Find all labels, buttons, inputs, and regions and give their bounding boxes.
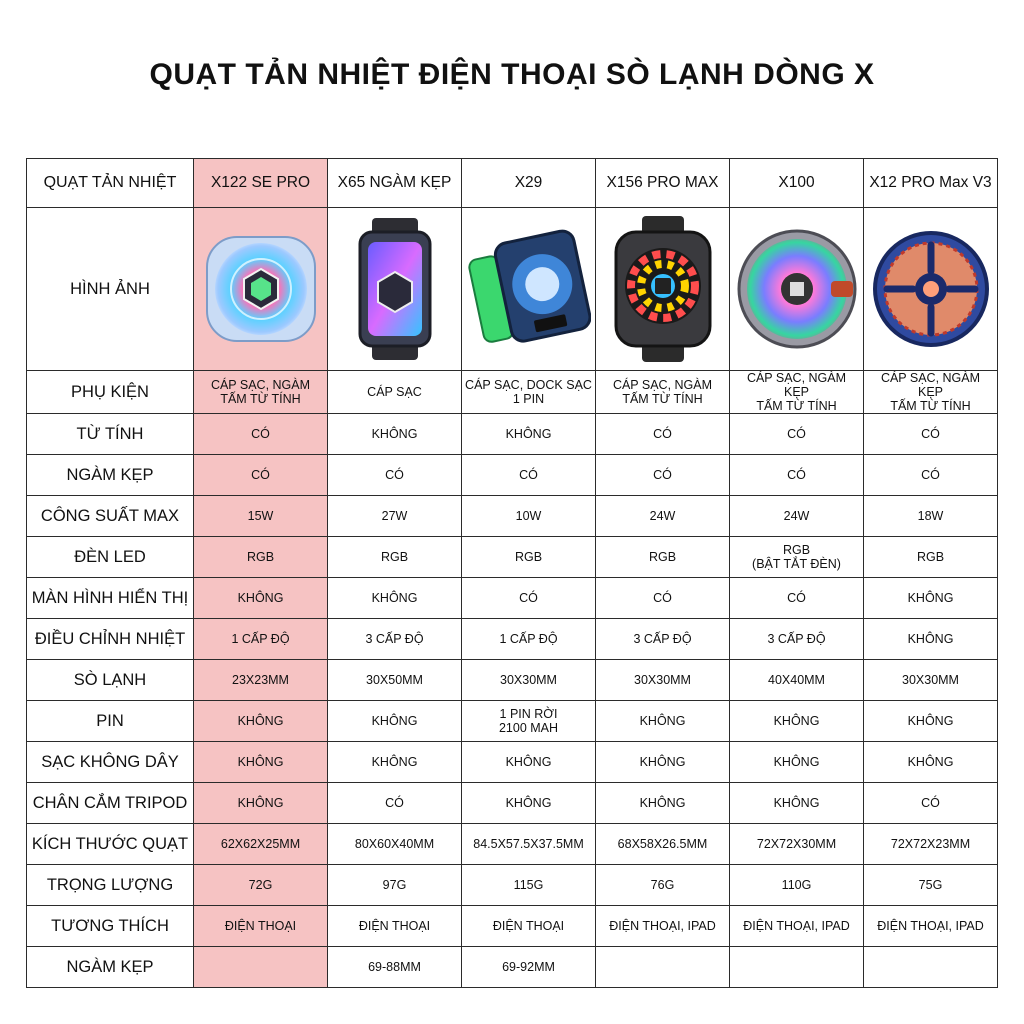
product-image-x12	[864, 208, 998, 371]
spec-cell: 110G	[730, 865, 864, 906]
spec-cell	[596, 947, 730, 988]
spec-cell: RGB	[328, 537, 462, 578]
spec-cell: CÁP SẠC, NGÀM KẸP TẤM TỪ TÍNH	[864, 371, 998, 414]
spec-row-label: KÍCH THƯỚC QUẠT	[27, 824, 194, 865]
fan-image-x29	[467, 229, 591, 349]
spec-row-label: TRỌNG LƯỢNG	[27, 865, 194, 906]
spec-cell: RGB	[462, 537, 596, 578]
spec-cell: KHÔNG	[194, 578, 328, 619]
spec-cell: KHÔNG	[864, 701, 998, 742]
spec-cell: 40X40MM	[730, 660, 864, 701]
image-row-label: HÌNH ẢNH	[27, 208, 194, 371]
spec-cell: CÓ	[730, 578, 864, 619]
spec-row	[27, 865, 998, 906]
spec-cell: 1 PIN RỜI 2100 MAH	[462, 701, 596, 742]
spec-row-label: MÀN HÌNH HIỂN THỊ	[27, 578, 194, 619]
spec-cell: KHÔNG	[864, 619, 998, 660]
spec-cell: 3 CẤP ĐỘ	[596, 619, 730, 660]
spec-cell: ĐIỆN THOẠI, IPAD	[864, 906, 998, 947]
spec-cell: 24W	[596, 496, 730, 537]
spec-cell	[730, 947, 864, 988]
fan-image-x12	[869, 227, 993, 351]
spec-cell: 68X58X26.5MM	[596, 824, 730, 865]
product-image-x100	[730, 208, 864, 371]
table-header-row	[27, 159, 998, 208]
spec-cell: ĐIỆN THOẠI	[462, 906, 596, 947]
spec-row	[27, 783, 998, 824]
spec-cell: 30X30MM	[864, 660, 998, 701]
spec-cell: KHÔNG	[328, 414, 462, 455]
spec-cell: 97G	[328, 865, 462, 906]
spec-cell: 3 CẤP ĐỘ	[328, 619, 462, 660]
spec-cell: KHÔNG	[194, 742, 328, 783]
spec-cell: ĐIỆN THOẠI, IPAD	[730, 906, 864, 947]
header-product-x12: X12 PRO Max V3	[864, 159, 998, 208]
spec-row	[27, 947, 998, 988]
spec-cell: CÓ	[462, 455, 596, 496]
spec-cell: 10W	[462, 496, 596, 537]
header-label: QUẠT TẢN NHIỆT	[27, 159, 194, 208]
spec-row-label: ĐÈN LED	[27, 537, 194, 578]
page-title: QUẠT TẢN NHIỆT ĐIỆN THOẠI SÒ LẠNH DÒNG X	[149, 58, 875, 91]
spec-cell: KHÔNG	[864, 742, 998, 783]
spec-row-label: NGÀM KẸP	[27, 947, 194, 988]
spec-cell: CÁP SẠC, NGÀM TẤM TỪ TÍNH	[596, 371, 730, 414]
spec-cell: 3 CẤP ĐỘ	[730, 619, 864, 660]
spec-cell: CÓ	[328, 455, 462, 496]
spec-cell: ĐIỆN THOẠI	[194, 906, 328, 947]
spec-row	[27, 496, 998, 537]
spec-cell: 69-88MM	[328, 947, 462, 988]
spec-cell: KHÔNG	[328, 742, 462, 783]
spec-cell: 75G	[864, 865, 998, 906]
spec-cell: 1 CẤP ĐỘ	[462, 619, 596, 660]
spec-cell: 80X60X40MM	[328, 824, 462, 865]
spec-cell: KHÔNG	[596, 742, 730, 783]
spec-cell: CÓ	[596, 578, 730, 619]
spec-cell: 30X30MM	[596, 660, 730, 701]
spec-cell: CÓ	[462, 578, 596, 619]
fan-image-x122	[197, 225, 325, 353]
spec-cell: CÓ	[730, 455, 864, 496]
spec-cell: RGB	[596, 537, 730, 578]
spec-cell: 23X23MM	[194, 660, 328, 701]
spec-cell: KHÔNG	[462, 742, 596, 783]
spec-row	[27, 455, 998, 496]
spec-cell: CÓ	[194, 414, 328, 455]
header-product-x65: X65 NGÀM KẸP	[328, 159, 462, 208]
spec-row	[27, 742, 998, 783]
spec-cell: CÓ	[596, 414, 730, 455]
spec-row	[27, 660, 998, 701]
spec-cell: ĐIỆN THOẠI, IPAD	[596, 906, 730, 947]
spec-cell: ĐIỆN THOẠI	[328, 906, 462, 947]
spec-cell: 18W	[864, 496, 998, 537]
spec-cell: KHÔNG	[596, 701, 730, 742]
spec-cell: 69-92MM	[462, 947, 596, 988]
spec-row	[27, 824, 998, 865]
spec-row	[27, 371, 998, 414]
spec-cell: 24W	[730, 496, 864, 537]
header-product-x100: X100	[730, 159, 864, 208]
spec-row-label: SẠC KHÔNG DÂY	[27, 742, 194, 783]
spec-cell: 30X30MM	[462, 660, 596, 701]
spec-cell: CÁP SẠC, NGÀM TẤM TỪ TÍNH	[194, 371, 328, 414]
spec-row-label: CHÂN CẮM TRIPOD	[27, 783, 194, 824]
spec-cell: KHÔNG	[730, 701, 864, 742]
spec-cell: RGB (BẬT TẮT ĐÈN)	[730, 537, 864, 578]
spec-cell: KHÔNG	[194, 701, 328, 742]
fan-image-x65	[340, 214, 450, 364]
spec-cell	[194, 947, 328, 988]
spec-cell: CÁP SẠC, NGÀM KẸP TẤM TỪ TÍNH	[730, 371, 864, 414]
spec-cell: 30X50MM	[328, 660, 462, 701]
spec-row-label: TƯƠNG THÍCH	[27, 906, 194, 947]
spec-cell: CÓ	[730, 414, 864, 455]
spec-row-label: TỪ TÍNH	[27, 414, 194, 455]
spec-row-label: SÒ LẠNH	[27, 660, 194, 701]
spec-cell: CÁP SẠC, DOCK SẠC 1 PIN	[462, 371, 596, 414]
spec-cell: 72X72X23MM	[864, 824, 998, 865]
spec-row	[27, 414, 998, 455]
spec-row	[27, 619, 998, 660]
spec-cell: KHÔNG	[194, 783, 328, 824]
spec-cell: CÓ	[864, 455, 998, 496]
header-product-x29: X29	[462, 159, 596, 208]
product-image-x65	[328, 208, 462, 371]
spec-row-label: PHỤ KIỆN	[27, 371, 194, 414]
spec-row	[27, 537, 998, 578]
spec-cell: CÓ	[328, 783, 462, 824]
spec-row-label: NGÀM KẸP	[27, 455, 194, 496]
product-image-x156	[596, 208, 730, 371]
spec-cell	[864, 947, 998, 988]
spec-cell: 72G	[194, 865, 328, 906]
comparison-table	[26, 158, 998, 988]
image-row	[27, 208, 998, 371]
fan-image-x156	[608, 214, 718, 364]
spec-row	[27, 578, 998, 619]
spec-cell: 76G	[596, 865, 730, 906]
spec-cell: KHÔNG	[864, 578, 998, 619]
spec-cell: KHÔNG	[596, 783, 730, 824]
spec-cell: KHÔNG	[328, 701, 462, 742]
spec-cell: CÓ	[194, 455, 328, 496]
spec-cell: 62X62X25MM	[194, 824, 328, 865]
spec-cell: KHÔNG	[328, 578, 462, 619]
spec-row-label: PIN	[27, 701, 194, 742]
spec-cell: KHÔNG	[730, 742, 864, 783]
spec-cell: RGB	[864, 537, 998, 578]
product-image-x29	[462, 208, 596, 371]
spec-cell: CÓ	[864, 414, 998, 455]
spec-cell: 15W	[194, 496, 328, 537]
spec-cell: KHÔNG	[462, 783, 596, 824]
spec-row	[27, 701, 998, 742]
spec-row-label: ĐIỀU CHỈNH NHIỆT	[27, 619, 194, 660]
spec-cell: CÓ	[596, 455, 730, 496]
spec-cell: KHÔNG	[730, 783, 864, 824]
spec-cell: 72X72X30MM	[730, 824, 864, 865]
spec-cell: CÓ	[864, 783, 998, 824]
spec-cell: 84.5X57.5X37.5MM	[462, 824, 596, 865]
spec-cell: 115G	[462, 865, 596, 906]
spec-row	[27, 906, 998, 947]
spec-cell: KHÔNG	[462, 414, 596, 455]
spec-cell: RGB	[194, 537, 328, 578]
spec-cell: 1 CẤP ĐỘ	[194, 619, 328, 660]
fan-image-x100	[735, 227, 859, 351]
spec-cell: 27W	[328, 496, 462, 537]
spec-cell: CÁP SẠC	[328, 371, 462, 414]
product-image-x122	[194, 208, 328, 371]
header-product-x122: X122 SE PRO	[194, 159, 328, 208]
spec-row-label: CÔNG SUẤT MAX	[27, 496, 194, 537]
header-product-x156: X156 PRO MAX	[596, 159, 730, 208]
